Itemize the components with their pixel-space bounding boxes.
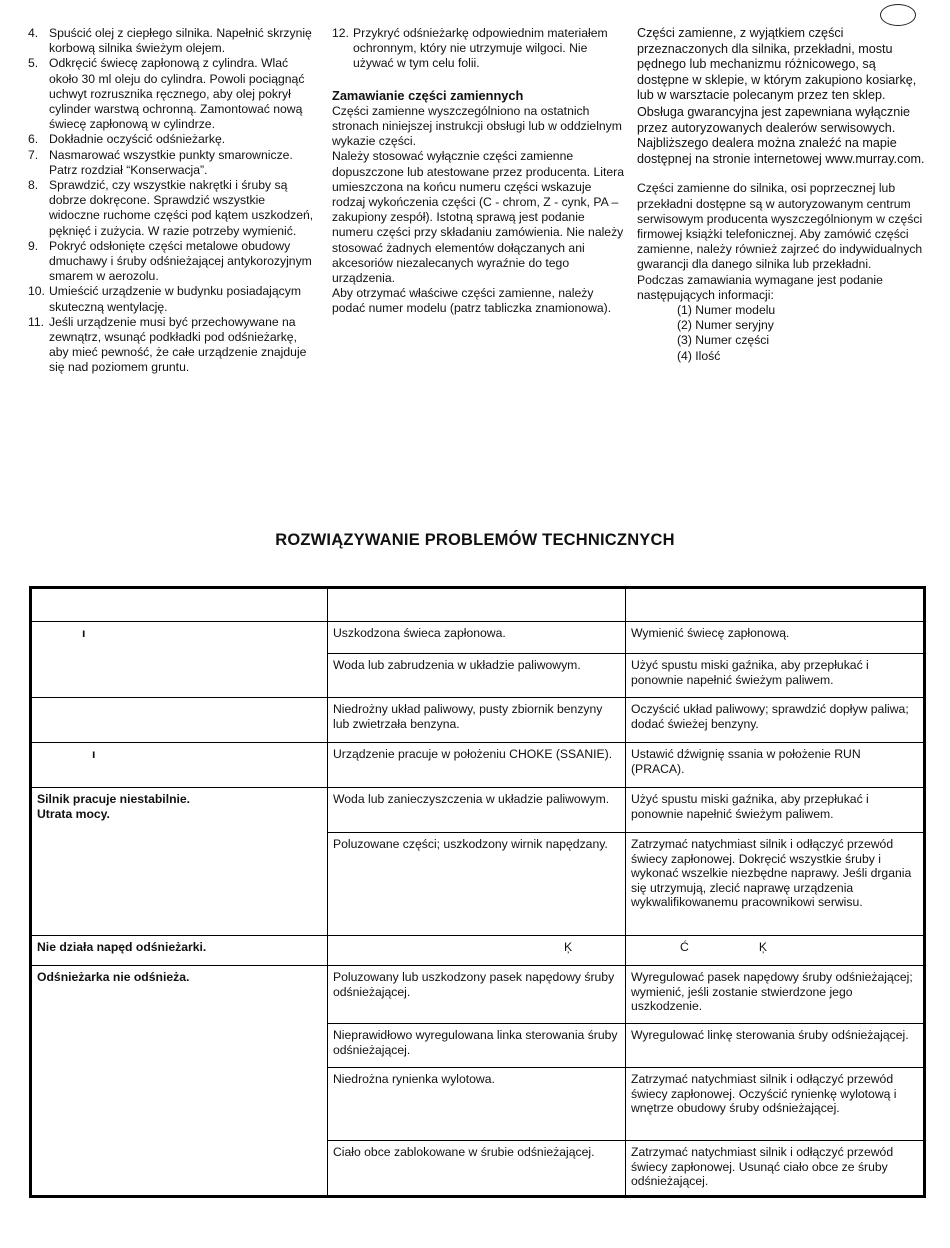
remedy-cell: Oczyścić układ paliwowy; sprawdzić dopływ paliwa; dodać świeżej benzyny. xyxy=(626,698,925,743)
column-ordering-parts xyxy=(332,26,624,317)
parts-ordering-details xyxy=(637,181,927,363)
table-row xyxy=(31,966,925,1024)
problem-cell xyxy=(31,622,328,698)
header-cell-remedy xyxy=(626,588,925,622)
glyph-mark: ı xyxy=(92,747,96,761)
cause-cell: Ciało obce zablokowane w śrubie odśnieżającej. xyxy=(328,1141,626,1197)
cause-cell: Uszkodzona świeca zapłonowa. xyxy=(328,622,626,654)
header-cell-cause xyxy=(328,588,626,622)
table-row xyxy=(31,698,925,743)
remedy-cell xyxy=(626,936,925,966)
remedy-cell: Użyć spustu miski gaźnika, aby przepłukać i ponownie napełnić świeżym paliwem. xyxy=(626,654,925,698)
step-9: 9. Pokryć odsłonięte części metalowe obudowy dmuchawy i śruby odśnieżającej antykorozyjnym smarem w aerozolu. xyxy=(28,238,312,284)
header-cell-problem xyxy=(31,588,328,622)
cause-cell: Poluzowane części; uszkodzony wirnik napędzany. xyxy=(328,833,626,936)
storage-steps-list xyxy=(28,26,318,376)
remedy-cell: Zatrzymać natychmiast silnik i odłączyć przewód świecy zapłonowej. Usunąć ciało obce ze śruby odśnieżającej. xyxy=(626,1141,925,1197)
storage-steps-continued xyxy=(332,26,624,72)
problem-cell: Odśnieżarka nie odśnieża. xyxy=(31,966,328,1197)
paragraph: Części zamienne wyszczególniono na ostatnich stronach niniejszej instrukcji obsługi lub w oddzielnym wykazie części. xyxy=(332,103,622,149)
step-11: 11. Jeśli urządzenie musi być przechowywane na zewnątrz, wsunąć podkładki pod odśnieżarkę, aby mieć pewność, że całe urządzenie znajduje się nad poziomem gruntu. xyxy=(28,314,307,375)
paragraph: Aby otrzymać właściwe części zamienne, należy podać numer modelu (patrz tabliczka znamionowa). xyxy=(332,286,612,316)
remedy-cell: Zatrzymać natychmiast silnik i odłączyć przewód świecy zapłonowej. Dokręcić wszystkie śruby i wykonać wszelkie niezbędne naprawy. Jeśli drgania się utrzymują, zlecić naprawę urządzenia wykwalifikowanemu pracownikowi serwisu. xyxy=(626,833,925,936)
remedy-cell: Zatrzymać natychmiast silnik i odłączyć przewód świecy zapłonowej. Oczyścić rynienkę wylotową i wnętrze obudowy śruby odśnieżającej. xyxy=(626,1068,925,1141)
list-item: (1) Numer modelu xyxy=(677,302,776,317)
problem-cell xyxy=(31,698,328,743)
glyph-mark: ı xyxy=(82,626,86,640)
glyph-mark: Ķ xyxy=(564,940,573,954)
paragraph: Części zamienne, z wyjątkiem części przeznaczonych dla silnika, przekładni, mostu pędnego lub mechanizmu różnicowego, są dostępne w sklepie, w którym zakupiono kosiarkę, lub w warsztacie polecanym przez ten sklep. xyxy=(637,26,917,103)
list-item: (3) Numer części xyxy=(677,333,770,348)
paragraph: Obsługa gwarancyjna jest zapewniana wyłącznie przez autoryzowanych dealerów serwisowych. Najbliższego dealera można znaleźć na mapie dostępnej na stronie internetowej www.murray.com. xyxy=(637,104,925,166)
column-parts-info xyxy=(637,26,927,364)
remedy-cell: Wyregulować pasek napędowy śruby odśnieżającej; wymienić, jeśli zostanie stwierdzone jego uszkodzenie. xyxy=(626,966,925,1024)
step-4: 4. Spuścić olej z ciepłego silnika. Napełnić skrzynię korbową silnika świeżym olejem. xyxy=(28,26,312,56)
parts-availability-notice xyxy=(637,26,927,167)
cause-cell: Urządzenie pracuje w położeniu CHOKE (SSANIE). xyxy=(328,743,626,788)
required-info-list xyxy=(637,303,927,364)
troubleshooting-table xyxy=(29,586,926,1198)
cause-cell: Niedrożny układ paliwowy, pusty zbiornik benzyny lub zwietrzała benzyna. xyxy=(328,698,626,743)
table-row xyxy=(31,743,925,788)
paragraph: Części zamienne do silnika, osi poprzecznej lub przekładni dostępne są w autoryzowanym centrum serwisowym producenta wyszczególnionym w części firmowej książki telefonicznej. Aby zamówić części zamienne, należy również zajrzeć do indywidualnych gwarancji dla danego silnika lub przekładni. xyxy=(637,181,923,272)
column-storage-steps xyxy=(28,26,318,376)
section-heading-ordering-parts: Zamawianie części zamiennych xyxy=(332,87,524,103)
step-12: 12. Przykryć odśnieżarkę odpowiednim materiałem ochronnym, który nie utrzymuje wilgoci. Nie używać w tym celu folii. xyxy=(332,26,608,71)
problem-cell: Nie działa napęd odśnieżarki. xyxy=(31,936,328,966)
problem-cell: Silnik pracuje niestabilnie. Utrata mocy. xyxy=(31,788,328,936)
table-row xyxy=(31,788,925,833)
paragraph: Podczas zamawiania wymagane jest podanie następujących informacji: xyxy=(637,272,883,302)
step-5: 5. Odkręcić świecę zapłonową z cylindra. Wlać około 30 ml oleju do cylindra. Powoli pociągnąć uchwyt rozrusznika ręcznego, aby olej pokrył cylinder warstwą ochronną. Zamontować nową świecę zapłonową w cylindrze. xyxy=(28,56,305,132)
step-10: 10. Umieścić urządzenie w budynku posiadającym skuteczną wentylację. xyxy=(28,284,301,314)
cause-cell: Poluzowany lub uszkodzony pasek napędowy śruby odśnieżającej. xyxy=(328,966,626,1024)
cause-cell: Nieprawidłowo wyregulowana linka sterowania śruby odśnieżającej. xyxy=(328,1024,626,1068)
step-8: 8. Sprawdzić, czy wszystkie nakrętki i śruby są dobrze dokręcone. Sprawdzić wszystkie widoczne ruchome części pod kątem uszkodzeń, pęknięć i zużycia. W razie potrzeby wymienić. xyxy=(28,178,314,238)
step-6: 6. Dokładnie oczyścić odśnieżarkę. xyxy=(28,132,226,147)
step-7: 7. Nasmarować wszystkie punkty smarownicze. Patrz rozdział “Konserwacja”. xyxy=(28,147,293,177)
remedy-cell: Ustawić dźwignię ssania w położenie RUN (PRACA). xyxy=(626,743,925,788)
cause-cell: Woda lub zanieczyszczenia w układzie paliwowym. xyxy=(328,788,626,833)
list-item: (2) Numer seryjny xyxy=(677,318,774,333)
remedy-cell: Użyć spustu miski gaźnika, aby przepłukać i ponownie napełnić świeżym paliwem. xyxy=(626,788,925,833)
table-header-row xyxy=(31,588,925,622)
page-number-oval xyxy=(880,4,916,26)
paragraph: Należy stosować wyłącznie części zamienne dopuszczone lub atestowane przez producenta. Litera umieszczona na końcu numeru części wskazuje rodzaj wykończenia części (C - chrom, Z - cynk, PA – zakupiony zespół). Istotną sprawą jest podanie numeru części przy składaniu zamówienia. Nie należy stosować żadnych elementów dołączanych ani akcesoriów niezalecanych wyraźnie do tego urządzenia. xyxy=(332,149,625,286)
cause-cell: Niedrożna rynienka wylotowa. xyxy=(328,1068,626,1141)
problem-cell xyxy=(31,743,328,788)
cause-cell: Woda lub zabrudzenia w układzie paliwowym. xyxy=(328,654,626,698)
cause-cell xyxy=(328,936,626,966)
glyph-mark: Ķ xyxy=(758,940,767,954)
table-row xyxy=(31,622,925,654)
remedy-cell: Wymienić świecę zapłonową. xyxy=(626,622,925,654)
glyph-mark: Ć xyxy=(680,940,689,954)
list-item: (4) Ilość xyxy=(677,348,721,363)
troubleshooting-title: ROZWIĄZYWANIE PROBLEMÓW TECHNICZNYCH xyxy=(275,531,675,549)
table-row xyxy=(31,936,925,966)
remedy-cell: Wyregulować linkę sterowania śruby odśnieżającej. xyxy=(626,1024,925,1068)
